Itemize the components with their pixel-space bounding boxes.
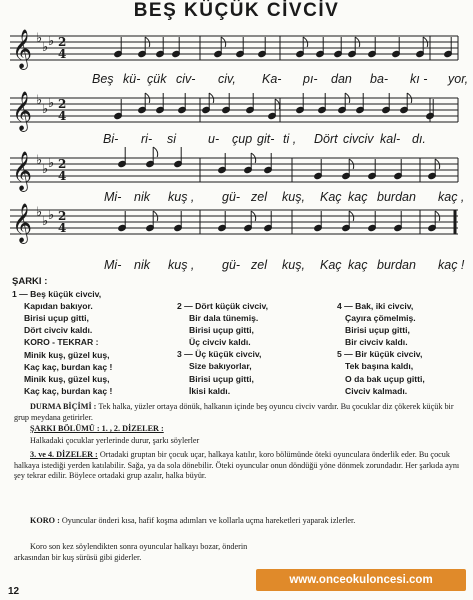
lyric-syllable: Ka-	[262, 72, 282, 86]
verse-2-line: Birisi uçup gitti,	[189, 325, 254, 336]
lyric-syllable: kuş ,	[168, 190, 195, 204]
lyric-syllable: Beş	[92, 72, 114, 86]
bolum-1-heading	[14, 424, 473, 435]
bolum-1-text: Halkadaki çocuklar yerlerinde durur, şarkı söylerler	[30, 436, 200, 445]
lyric-syllable: gü-	[222, 190, 241, 204]
music-staff-4	[0, 200, 473, 256]
lyric-syllable: kuş,	[282, 190, 305, 204]
flat-sign-icon: ♭	[42, 214, 49, 229]
lyric-syllable: git-	[257, 132, 275, 146]
flat-sign-icon: ♭	[48, 208, 55, 223]
staff-notes	[12, 203, 455, 244]
verse-3-line: Birisi uçup gitti,	[189, 373, 254, 384]
verse-2-line: 2 — Dört küçük civciv,	[177, 301, 269, 311]
lyric-syllable: civ-	[176, 72, 196, 86]
lyric-syllable: ti ,	[283, 132, 297, 146]
lyric-syllable: Mi-	[104, 258, 122, 272]
lyric-syllable: kaç !	[438, 258, 465, 272]
verse-4-line: 4 — Bak, iki civciv,	[337, 301, 414, 311]
lyric-syllable: pı-	[303, 72, 318, 86]
verse-5-line: 5 — Bir küçük civciv,	[337, 349, 423, 360]
verse-3-line: Size bakıyorlar,	[189, 361, 252, 372]
flat-sign-icon: ♭	[48, 34, 55, 49]
time-signature-digit: 2	[58, 97, 67, 111]
chorus-line: Minik kuş, güzel kuş,	[24, 373, 110, 384]
chorus-line: Kaç kaç, burdan kaç !	[24, 361, 113, 372]
verse-5-line: Tek başına kaldı,	[345, 361, 414, 372]
lyric-syllable: kaç ,	[438, 190, 465, 204]
koro-text: Oyuncular önderi kısa, hafif koşma adımları ve kollarla uçma hareketleri yaparak izlerler.	[61, 516, 356, 525]
durma-bicimi-paragraph	[14, 402, 464, 423]
lyric-syllable: çup	[232, 132, 253, 146]
song-header: ŞARKI :	[12, 276, 48, 287]
lyric-syllable: dan	[331, 72, 352, 86]
lyric-syllable: kaç	[348, 190, 368, 204]
lyric-syllable: gü-	[222, 258, 241, 272]
verse-1-line: Birisi uçup gitti,	[24, 313, 89, 324]
treble-clef-icon: 𝄞	[12, 203, 33, 243]
verse-5-line: Civciv kalmadı.	[345, 385, 408, 396]
chorus-line: Minik kuş, güzel kuş,	[24, 349, 110, 360]
lyric-syllable: kuş ,	[168, 258, 195, 272]
verse-4-line: Birisi uçup gitti,	[345, 325, 410, 336]
time-signature-digit: 4	[58, 221, 67, 235]
verse-2-line: Bir dala tünemiş.	[189, 313, 259, 324]
flat-sign-icon: ♭	[42, 102, 49, 117]
lyric-syllable: çük	[147, 72, 167, 86]
lyric-syllable: zel	[251, 258, 267, 272]
chorus-label: KORO - TEKRAR :	[24, 337, 99, 348]
lyric-syllable: burdan	[377, 258, 416, 272]
flat-sign-icon: ♭	[36, 93, 43, 108]
staff-notes	[12, 147, 458, 192]
time-signature-digit: 2	[58, 35, 67, 49]
note-flag	[153, 147, 158, 157]
lyric-syllable: Dört	[314, 132, 338, 146]
durma-text: Tek halka, yüzler ortaya dönük, halkanın içinde beş oyuncu civciv vardır. Bu çocuklar diz çökerek küçük bir grup meydana getirirler.	[14, 402, 454, 422]
flat-sign-icon: ♭	[36, 153, 43, 168]
flat-sign-icon: ♭	[36, 31, 43, 46]
durma-label: DURMA BİÇİMİ :	[30, 402, 97, 411]
verse-3-line: 3 — Üç küçük civciv,	[177, 349, 262, 360]
verse-1-line: 1 — Beş küçük civciv,	[12, 289, 102, 300]
time-signature-digit: 4	[58, 169, 67, 183]
lyric-syllable: u-	[208, 132, 220, 146]
verse-4-line: Bir civciv kaldı.	[345, 337, 408, 348]
time-signature-digit: 4	[58, 47, 67, 61]
lyric-syllable: burdan	[377, 190, 416, 204]
flat-sign-icon: ♭	[48, 96, 55, 111]
music-staff-1	[0, 26, 473, 82]
staff-notes	[12, 29, 458, 70]
lyric-syllable: nik	[134, 258, 150, 272]
song-column-1	[12, 276, 112, 397]
final-paragraph	[14, 542, 250, 563]
song-column-3	[337, 300, 425, 397]
time-signature-digit: 2	[58, 209, 67, 223]
flat-sign-icon: ♭	[36, 205, 43, 220]
song-column-2	[177, 300, 268, 397]
bolum-2-text: Ortadaki gruptan bir çocuk uçar, halkaya katılır, koro bölümünde öteki oyunculara önderlik eder. Bu çocuk halkaya istediği yerden katılabilir. Sağa, ya da sola dönebilir. Öteki oyuncular onun döndüğü yöne dönmek zorundadır. Her şarkıda aynı şey tekrar edilir. Böylece ortadaki grup azalır, halka büyür.	[14, 450, 460, 481]
time-signature-digit: 4	[58, 109, 67, 123]
lyric-syllable: nik	[134, 190, 150, 204]
treble-clef-icon: 𝄞	[12, 91, 33, 131]
lyric-syllable: kaç	[348, 258, 368, 272]
lyric-syllable: kuş,	[282, 258, 305, 272]
page-number: 12	[8, 586, 20, 597]
koro-label: KORO :	[30, 516, 60, 525]
flat-sign-icon: ♭	[48, 156, 55, 171]
time-signature-digit: 2	[58, 157, 67, 171]
verse-4-line: Çayıra çömelmiş.	[345, 313, 416, 324]
chorus-line: Kaç kaç, burdan kaç !	[24, 385, 113, 396]
verse-1-line: Kapıdan bakıyor.	[24, 301, 93, 312]
lyric-syllable: kal-	[380, 132, 401, 146]
verse-2-line: Üç civciv kaldı.	[189, 337, 251, 348]
lyric-syllable: zel	[251, 190, 267, 204]
final-text: Koro son kez söylendikten sonra oyuncular halkayı bozar, önderin arkasından bir kuş sürüsü gibi giderler.	[14, 542, 248, 562]
lyric-syllable: si	[167, 132, 177, 146]
lyric-syllable: ba-	[370, 72, 389, 86]
lyric-syllable: Mi-	[104, 190, 122, 204]
lyric-syllable: civ,	[218, 72, 236, 86]
treble-clef-icon: 𝄞	[12, 29, 33, 69]
lyric-syllable: ri-	[141, 132, 153, 146]
lyric-syllable: yor,	[448, 72, 469, 86]
bolum-2-label: 3. ve 4. DİZELER :	[30, 450, 98, 459]
verse-1-line: Dört civciv kaldı.	[24, 325, 93, 336]
bolum-1-label: ŞARKI BÖLÜMÜ : 1. , 2. DİZELER :	[30, 424, 164, 433]
song-title: BEŞ KÜÇÜK CİVCİV	[133, 0, 340, 21]
verse-3-line: İkisi kaldı.	[189, 385, 231, 396]
lyric-syllable: Kaç	[320, 190, 342, 204]
lyric-syllable: civciv	[343, 132, 374, 146]
lyric-syllable: kı -	[410, 72, 428, 86]
treble-clef-icon: 𝄞	[12, 151, 33, 191]
lyric-syllable: Kaç	[320, 258, 342, 272]
flat-sign-icon: ♭	[42, 40, 49, 55]
website-watermark: www.oncеokuloncesi.com	[256, 569, 466, 591]
lyric-syllable: Bi-	[103, 132, 119, 146]
verse-5-line: O da bak uçup gitti,	[345, 373, 425, 384]
flat-sign-icon: ♭	[42, 162, 49, 177]
lyric-syllable: dı.	[412, 132, 426, 146]
bolum-2-paragraph	[14, 450, 464, 482]
bolum-1-paragraph	[14, 436, 473, 447]
koro-paragraph	[14, 516, 464, 527]
lyric-syllable: kü-	[123, 72, 141, 86]
staff-notes	[12, 91, 458, 132]
